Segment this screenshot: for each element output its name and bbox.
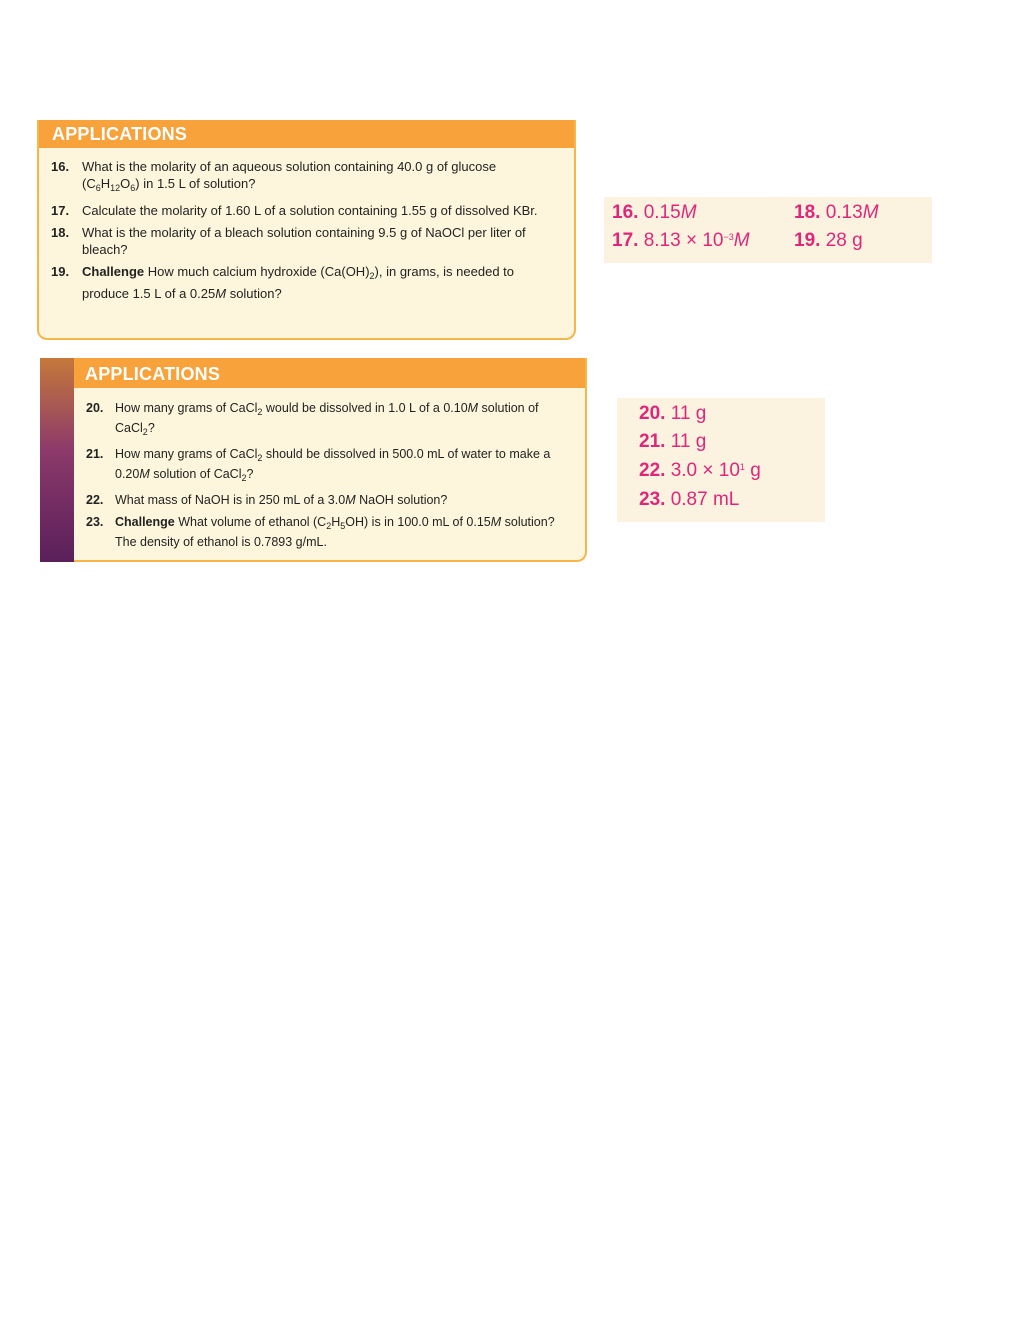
applications-panel-1 (37, 120, 576, 340)
panel-2-title: APPLICATIONS (40, 358, 585, 388)
question-18 (51, 224, 554, 258)
question-number: 19. (51, 264, 70, 279)
answer-19: 19. 28 g (794, 230, 863, 251)
question-number: 18. (51, 225, 70, 240)
question-17 (51, 202, 554, 219)
question-list-2 (40, 388, 585, 550)
question-text: What is the molarity of a bleach solution containing 9.5 g of NaOCl per liter of bleach? (82, 225, 526, 257)
question-20 (86, 400, 563, 440)
applications-panel-2 (40, 358, 587, 562)
question-23 (86, 514, 563, 550)
answer-21: 21. 11 g (639, 431, 707, 452)
question-22 (86, 492, 563, 508)
answer-16: 16. 0.15M (612, 202, 697, 223)
question-number: 23. (86, 515, 104, 529)
question-text: How many grams of CaCl$_2$ would be dissolved in 1.0 L of a 0.10M solution of CaCl$_2$? (115, 401, 539, 437)
question-number: 17. (51, 203, 70, 218)
answer-20: 20. 11 g (639, 403, 707, 424)
answer-18: 18. 0.13M (794, 202, 879, 223)
question-text: Challenge How much calcium hydroxide $(Ca(OH)_2)$, in grams, is needed to produce 1.5 L of a 0.25M solution? (82, 264, 515, 301)
question-text: Calculate the molarity of 1.60 L of a solution containing 1.55 g of dissolved KBr. (82, 203, 538, 218)
panel-1-title: APPLICATIONS (39, 120, 574, 148)
question-number: 22. (86, 493, 104, 507)
answers-box-2 (617, 398, 825, 522)
question-21 (86, 446, 563, 486)
question-text: How many grams of CaCl$_2$ should be dissolved in 500.0 mL of water to make a 0.20M solution of CaCl$_2$? (115, 447, 551, 483)
question-number: 21. (86, 447, 104, 461)
answers-box-1 (604, 197, 932, 263)
question-list-1 (39, 148, 574, 302)
question-19 (51, 263, 554, 302)
question-number: 20. (86, 401, 104, 415)
question-text: Challenge What volume of ethanol $(C_2H_5OH)$ is in 100.0 mL of 0.15M solution? The density of ethanol is 0.7893 g/mL. (115, 515, 555, 549)
question-text: What is the molarity of an aqueous solution containing 40.0 g of glucose $(C_6H_{12}O_6)$ in 1.5 L of solution? (82, 159, 497, 193)
answer-23: 23. 0.87 mL (639, 489, 740, 510)
panel-2-side-bar (40, 358, 74, 562)
answer-17: 17. $8.13 \times 10^{-3}M$ (612, 230, 750, 251)
question-number: 16. (51, 159, 70, 174)
question-text: What mass of NaOH is in 250 mL of a 3.0M NaOH solution? (115, 493, 448, 507)
answer-22: 22. $3.0 \times 10^1$ g (639, 460, 761, 481)
question-16 (51, 158, 554, 197)
